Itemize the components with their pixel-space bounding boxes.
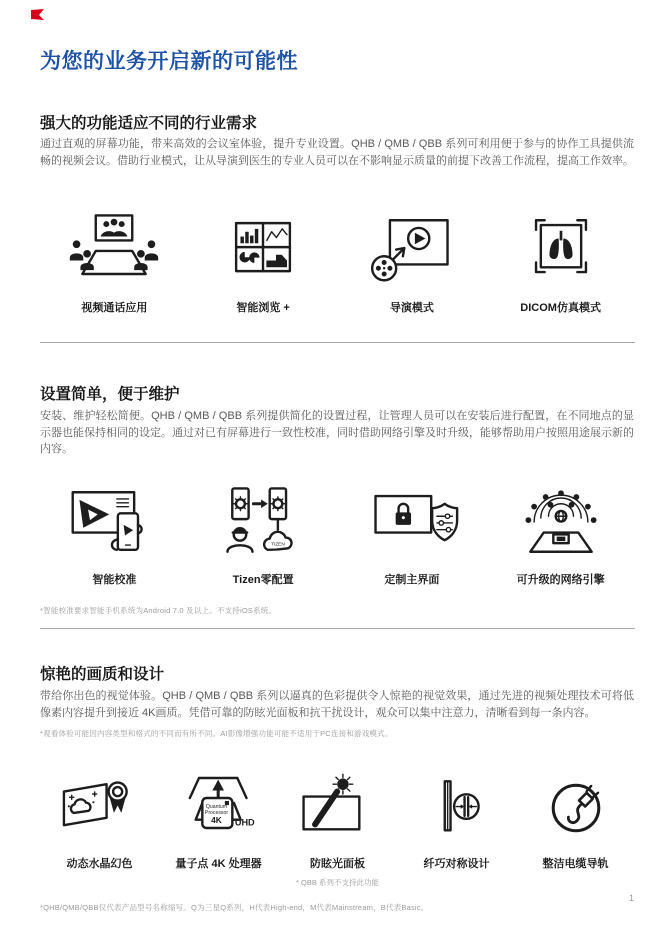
quantum-text-1: Quantum: [205, 804, 227, 810]
brand-logo: [30, 8, 46, 21]
feature-director-mode: [338, 212, 487, 315]
dynamic-crystal-color-icon: [59, 772, 141, 844]
feature-label: 智能浏览 +: [236, 302, 290, 314]
feature-label: 视频通话应用: [81, 302, 148, 314]
slim-symmetric-design-icon: [421, 772, 493, 844]
feature-label: 导演模式: [389, 302, 434, 314]
feature-smart-browse: [189, 212, 338, 315]
section1-feature-row: [40, 212, 635, 315]
dicom-simulation-icon: [513, 212, 609, 288]
section1-body: 通过直观的屏幕功能，带来高效的会议室体验，提升专业设置。QHB / QMB / QBB 系列可利用便于参与的协作工具提供流畅的视频会议。借助行业模式，让从导演到医生的专业人员可以在不影响显示质量的前提下改善工作流程，提高工作效率。: [40, 138, 634, 167]
quantum-4k-processor-icon: [175, 772, 263, 844]
feature-label: 整洁电缆导轨: [542, 858, 609, 870]
director-mode-icon: [364, 212, 460, 288]
tizen-zero-config-icon: [215, 484, 311, 560]
section-divider: [40, 342, 635, 343]
section3-heading: 惊艳的画质和设计: [40, 666, 165, 683]
section1-heading: 强大的功能适应不同的行业需求: [40, 115, 258, 132]
feature-tizen-zero-config: [189, 484, 338, 587]
section-divider: [40, 628, 635, 629]
feature-label: 防眩光面板: [310, 858, 365, 870]
video-call-icon: [66, 212, 162, 288]
feature-network-engine: [486, 484, 635, 587]
feature-quantum-4k: [159, 772, 278, 871]
anti-glare-panel-icon: [297, 772, 379, 844]
page-title: 为您的业务开启新的可能性: [40, 50, 298, 73]
feature-cable-guide: [516, 772, 635, 871]
feature-anti-glare: [278, 772, 397, 871]
smart-calibration-icon: [66, 484, 162, 560]
feature-label: DICOM仿真模式: [520, 302, 601, 314]
section3-footnote: *观看体验可能因内容类型和格式的不同而有所不同。AI影像增强功能可能不适用于PC连接和游戏模式。: [40, 729, 393, 738]
cable-guide-icon: [538, 772, 614, 844]
feature-custom-home: [338, 484, 487, 587]
feature-label: 动态水晶幻色: [66, 858, 133, 870]
custom-home-icon: [364, 484, 460, 560]
network-engine-icon: [513, 484, 609, 560]
feature-slim-design: [397, 772, 516, 871]
section3-feature-row: [40, 772, 635, 871]
section2-footnote: *智能校准要求智能手机系统为Android 7.0 及以上。不支持iOS系统。: [40, 606, 277, 615]
feature-label: 纤巧对称设计: [423, 858, 490, 870]
quantum-text-2: Processor: [204, 809, 228, 816]
feature-label: 量子点 4K 处理器: [175, 858, 262, 870]
page-number: 1: [628, 893, 634, 903]
feature-smart-calibration: [40, 484, 189, 587]
smart-browse-icon: [215, 212, 311, 288]
qbb-note: * QBB 系列不支持此功能: [296, 878, 379, 887]
feature-label: 定制主界面: [384, 574, 440, 586]
feature-video-call: [40, 212, 189, 315]
feature-label: 可升级的网络引擎: [516, 574, 605, 586]
footer-note: *QHB/QMB/QBB仅代表产品型号名称缩写。Q为三星Q系列，H代表High-end，M代表Mainstream，B代表Basic。: [40, 903, 429, 912]
quantum-text-3: 4K: [210, 815, 222, 825]
feature-label: Tizen零配置: [232, 574, 294, 586]
uhd-text: UHD: [234, 817, 255, 828]
tizen-label: TIZEN: [271, 542, 285, 548]
section2-feature-row: [40, 484, 635, 587]
feature-crystal-color: [40, 772, 159, 871]
section2-body: 安装、维护轻松简便。QHB / QMB / QBB 系列提供简化的设置过程，让管理人员可以在安装后进行配置，在不同地点的显示器也能保持相同的设定。通过对已有屏幕进行一致性校准，同时借助网络引擎及时升级，能够帮助用户按照用途展示新的内容。: [40, 410, 634, 455]
section3-body: 带给你出色的视觉体验。QHB / QMB / QBB 系列以逼真的色彩提供令人惊艳的视觉效果，通过先进的视频处理技术可将低像素内容提升到接近 4K画质。凭借可靠的防眩光面板和抗干扰设计，观众可以集中注意力，清晰看到每一条内容。: [40, 690, 634, 719]
section2-heading: 设置简单，便于维护: [40, 386, 180, 403]
feature-dicom: [486, 212, 635, 315]
feature-label: 智能校准: [92, 574, 137, 586]
